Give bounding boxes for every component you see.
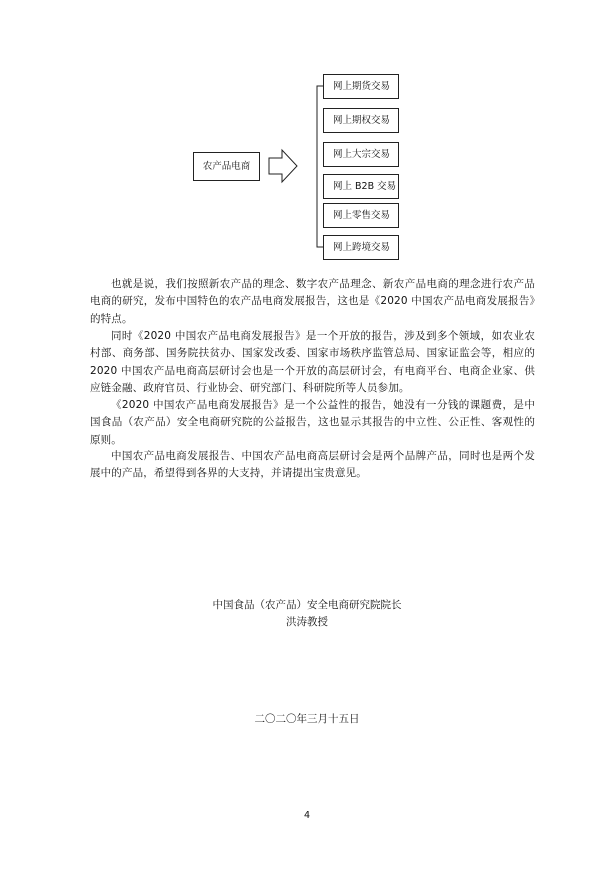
page-number: 4 (303, 810, 311, 821)
target-box-b2b: 网上 B2B 交易 (323, 174, 399, 199)
signature-name: 洪涛教授 (286, 616, 328, 628)
paragraph-4: 中国农产品电商发展报告、中国农产品电商高层研讨会是两个品牌产品，同时也是两个发展中的产品，希望得到各界的大支持，并请提出宝贵意见。 (90, 450, 535, 480)
paragraph-2: 同时《2020 中国农产品电商发展报告》是一个开放的报告，涉及到多个领域，如农业农村部、商务部、国务院扶贫办、国家发改委、国家市场秩序监管总局、国家证监会等，相应的 2020 中国农产品电商高层研讨会也是一个开放的高层研讨会，有电商平台、电商企业家、供应链金融、政府官员、行业协会、研究部门、科研院所等人员参加。 (90, 330, 535, 394)
target-box-retail: 网上零售交易 (323, 203, 399, 228)
diagram-connectors (0, 0, 614, 270)
target-box-futures: 网上期货交易 (323, 74, 399, 99)
flow-diagram (0, 0, 614, 270)
signature-organization: 中国食品（农产品）安全电商研究院院长 (212, 599, 402, 611)
target-box-options: 网上期权交易 (323, 108, 399, 133)
paragraph-3: 《2020 中国农产品电商发展报告》是一个公益性的报告，她没有一分钱的课题费，是中国食品（农产品）安全电商研究院的公益报告，这也显示其报告的中立性、公正性、客观性的原则。 (90, 399, 535, 446)
target-box-bulk: 网上大宗交易 (323, 142, 399, 167)
target-box-crossborder: 网上跨境交易 (323, 235, 399, 260)
hollow-arrow-icon (269, 150, 297, 182)
paragraph-1: 也就是说，我们按照新农产品的理念、数字农产品理念、新农产品电商的理念进行农产品电商的研究，发布中国特色的农产品电商发展报告，这也是《2020 中国农产品电商发展报告》的特点。 (90, 278, 535, 325)
document-date: 二〇二〇年三月十五日 (254, 713, 360, 725)
source-box-ag-ecommerce: 农产品电商 (193, 152, 260, 181)
